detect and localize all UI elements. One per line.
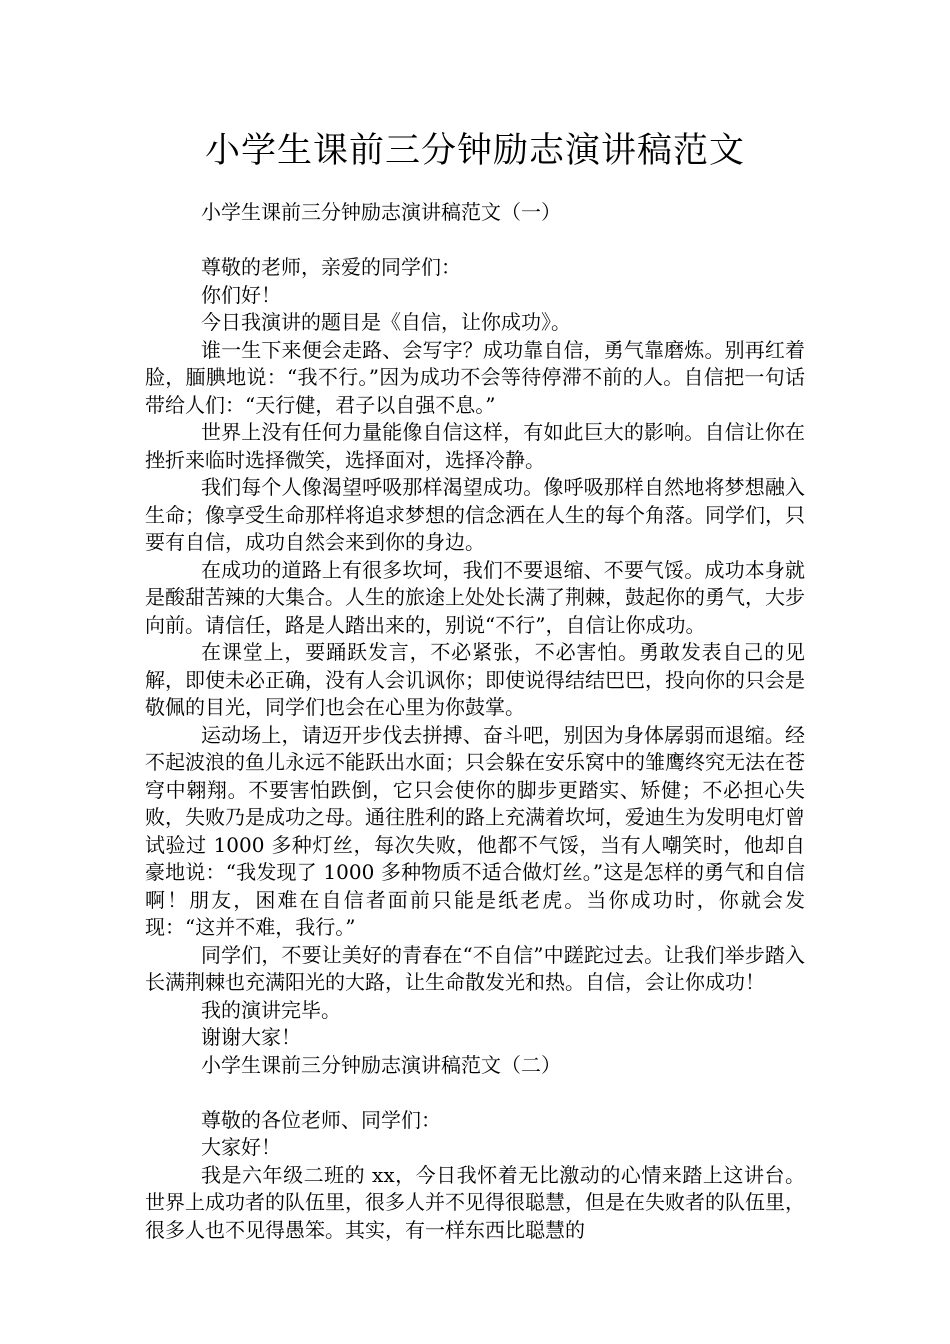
closing-thanks: 谢谢大家！	[201, 1025, 301, 1049]
section-heading-2: 小学生课前三分钟励志演讲稿范文（二）	[201, 1052, 561, 1077]
section-heading-1: 小学生课前三分钟励志演讲稿范文（一）	[201, 200, 561, 224]
greeting: 你们好！	[201, 282, 281, 307]
paragraph: 我们每个人像渴望呼吸那样渴望成功。像呼吸那样自然地将梦想融入生命；像享受生命那样将追求梦想的信念洒在人生的每个角落。同学们，只要有自信，成功自然会来到你的身边。	[145, 475, 805, 554]
document-body	[145, 199, 805, 1244]
paragraph: 今日我演讲的题目是《自信，让你成功》。	[201, 310, 571, 334]
paragraph: 运动场上，请迈开步伐去拼搏、奋斗吧，别因为身体孱弱而退缩。经不起波浪的鱼儿永远不能跃出水面；只会躲在安乐窝中的雏鹰终究无法在苍穹中翱翔。不要害怕跌倒，它只会使你的脚步更踏实、矫健；不必担心失败，失败乃是成功之母。通往胜利的路上充满着坎坷，爱迪生为发明电灯曾试验过 1000 多种灯丝，每次失败，他都不气馁，当有人嘲笑时，他却自豪地说：“我发现了 1000 多种物质不适合做灯丝。”这是怎样的勇气和自信啊！朋友，困难在自信者面前只能是纸老虎。当你成功时，你就会发现：“这并不难，我行。”	[145, 722, 805, 939]
paragraph: 在成功的道路上有很多坎坷，我们不要退缩、不要气馁。成功本身就是酸甜苦辣的大集合。人生的旅途上处处长满了荆棘，鼓起你的勇气，大步向前。请信任，路是人踏出来的，别说“不行”，自信让你成功。	[145, 557, 805, 637]
paragraph: 在课堂上，要踊跃发言，不必紧张，不必害怕。勇敢发表自己的见解，即使未必正确，没有人会讥讽你；即使说得结结巴巴，投向你的只会是敬佩的目光，同学们也会在心里为你鼓掌。	[145, 640, 805, 719]
greeting: 大家好！	[201, 1135, 281, 1159]
blank-line	[145, 227, 805, 255]
paragraph: 我是六年级二班的 xx，今日我怀着无比激动的心情来踏上这讲台。世界上成功者的队伍里，很多人并不见得很聪慧，但是在失败者的队伍里，很多人也不见得愚笨。其实，有一样东西比聪慧的	[145, 1162, 805, 1242]
salutation: 尊敬的老师，亲爱的同学们：	[201, 255, 461, 279]
salutation: 尊敬的各位老师、同学们：	[201, 1107, 441, 1132]
paragraph: 谁一生下来便会走路、会写字？成功靠自信，勇气靠磨炼。别再红着脸，腼腆地说：“我不行。”因为成功不会等待停滞不前的人。自信把一句话带给人们：“天行健，君子以自强不息。”	[145, 337, 805, 417]
document-title: 小学生课前三分钟励志演讲稿范文	[204, 131, 745, 171]
blank-line	[145, 1079, 805, 1107]
paragraph: 同学们，不要让美好的青春在“不自信”中蹉跎过去。让我们举步踏入长满荆棘也充满阳光的大路，让生命散发光和热。自信，会让你成功！	[145, 942, 805, 994]
paragraph: 世界上没有任何力量能像自信这样，有如此巨大的影响。自信让你在挫折来临时选择微笑，选择面对，选择冷静。	[145, 420, 805, 472]
closing-line: 我的演讲完毕。	[201, 997, 341, 1022]
